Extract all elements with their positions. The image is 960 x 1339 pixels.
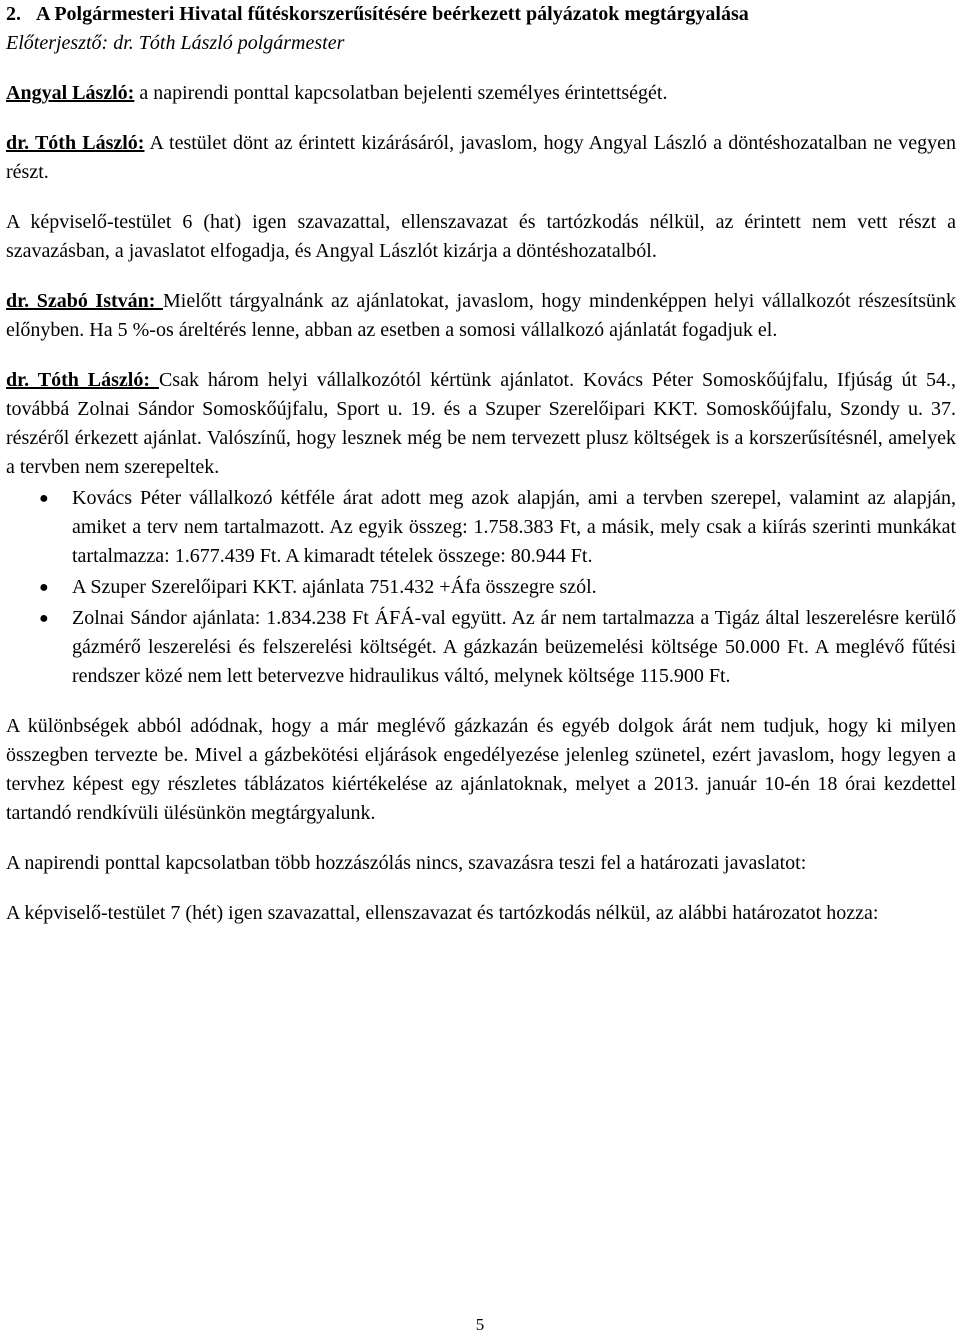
agenda-number: 2. [6, 3, 21, 25]
paragraph-vote-call: A napirendi ponttal kapcsolatban több hozzászólás nincs, szavazásra teszi fel a határozati javaslatot: [6, 852, 807, 874]
paragraph-toth-1 [6, 129, 956, 187]
list-item [39, 484, 956, 571]
agenda-presenter: Előterjesztő: dr. Tóth László polgármester [6, 32, 345, 54]
bullet-icon: ● [39, 490, 49, 507]
paragraph-angyal [6, 79, 956, 108]
speaker-name: Angyal László: [6, 82, 135, 104]
offer-list [6, 484, 956, 691]
list-item-text: A Szuper Szerelőipari KKT. ajánlata 751.432 +Áfa összegre szól. [72, 576, 597, 598]
list-item-text: Zolnai Sándor ajánlata: 1.834.238 Ft ÁFÁ-val együtt. Az ár nem tartalmazza a Tigáz által leszerelésre kerülő gázmérő leszerelési és felszerelési költségét. A gázkazán beüzemelési költsége 50.000 Ft. A meglévő fűtési rendszer közé nem lett betervezve hidraulikus váltó, melynek költsége 115.900 Ft. [72, 607, 956, 687]
paragraph-text: Mielőtt tárgyalnánk az ajánlatokat, javaslom, hogy mindenképpen helyi vállalkozót részesítsünk előnyben. Ha 5 %-os áreltérés lenne, abban az esetben a somosi vállalkozó ajánlatát fogadjuk el. [6, 290, 956, 341]
bullet-icon: ● [39, 579, 49, 596]
speaker-name: dr. Tóth László: [6, 369, 159, 391]
paragraph-differences: A különbségek abból adódnak, hogy a már meglévő gázkazán és egyéb dolgok árát nem tudjuk, hogy ki milyen összegben tervezte be. Mivel a gázbekötési eljárások engedélyezése jelenleg szünetel, ezért javaslom, hogy legyen a tervhez képest egy részletes táblázatos kiértékelése az ajánlatoknak, melyet a 2013. január 10-én 18 órai kezdettel tartandó rendkívüli ülésünkön megtárgyalunk. [6, 715, 956, 824]
list-item [39, 604, 956, 691]
paragraph-text: a napirendi ponttal kapcsolatban bejelenti személyes érintettségét. [134, 82, 668, 104]
agenda-heading [6, 0, 956, 29]
speaker-name: dr. Tóth László: [6, 132, 145, 154]
speaker-name: dr. Szabó István: [6, 290, 163, 312]
page-number: 5 [475, 1315, 485, 1334]
list-item [39, 573, 956, 602]
paragraph-text: A testület dönt az érintett kizárásáról, javaslom, hogy Angyal László a döntéshozatalban ne vegyen részt. [6, 132, 956, 183]
agenda-title: A Polgármesteri Hivatal fűtéskorszerűsítésére beérkezett pályázatok megtárgyalása [36, 3, 749, 25]
paragraph-resolution-intro: A képviselő-testület 7 (hét) igen szavazattal, ellenszavazat és tartózkodás nélkül, az alábbi határozatot hozza: [6, 902, 879, 924]
paragraph-toth-2 [6, 366, 956, 482]
list-item-text: Kovács Péter vállalkozó kétféle árat adott meg azok alapján, ami a tervben szerepel, valamint az alapján, amiket a terv nem tartalmazott. Az egyik összeg: 1.758.383 Ft, a másik, mely csak a kiírás szerinti munkákat tartalmazza: 1.677.439 Ft. A kimaradt tételek összege: 80.944 Ft. [72, 487, 956, 567]
bullet-icon: ● [39, 610, 49, 627]
paragraph-vote-exclusion: A képviselő-testület 6 (hat) igen szavazattal, ellenszavazat és tartózkodás nélkül, az érintett nem vett részt a szavazásban, a javaslatot elfogadja, és Angyal Lászlót kizárja a döntéshozatalból. [6, 211, 956, 262]
paragraph-szabo [6, 287, 956, 345]
paragraph-text: Csak három helyi vállalkozótól kértünk ajánlatot. Kovács Péter Somoskőújfalu, Ifjúság út 54., továbbá Zolnai Sándor Somoskőújfalu, Sport u. 19. és a Szuper Szerelőipari KKT. Somoskőújfalu, Szondy u. 37. részéről érkezett ajánlat. Valószínű, hogy lesznek még be nem tervezett plusz költségek is a korszerűsítésnél, amelyek a tervben nem szerepeltek. [6, 369, 956, 478]
